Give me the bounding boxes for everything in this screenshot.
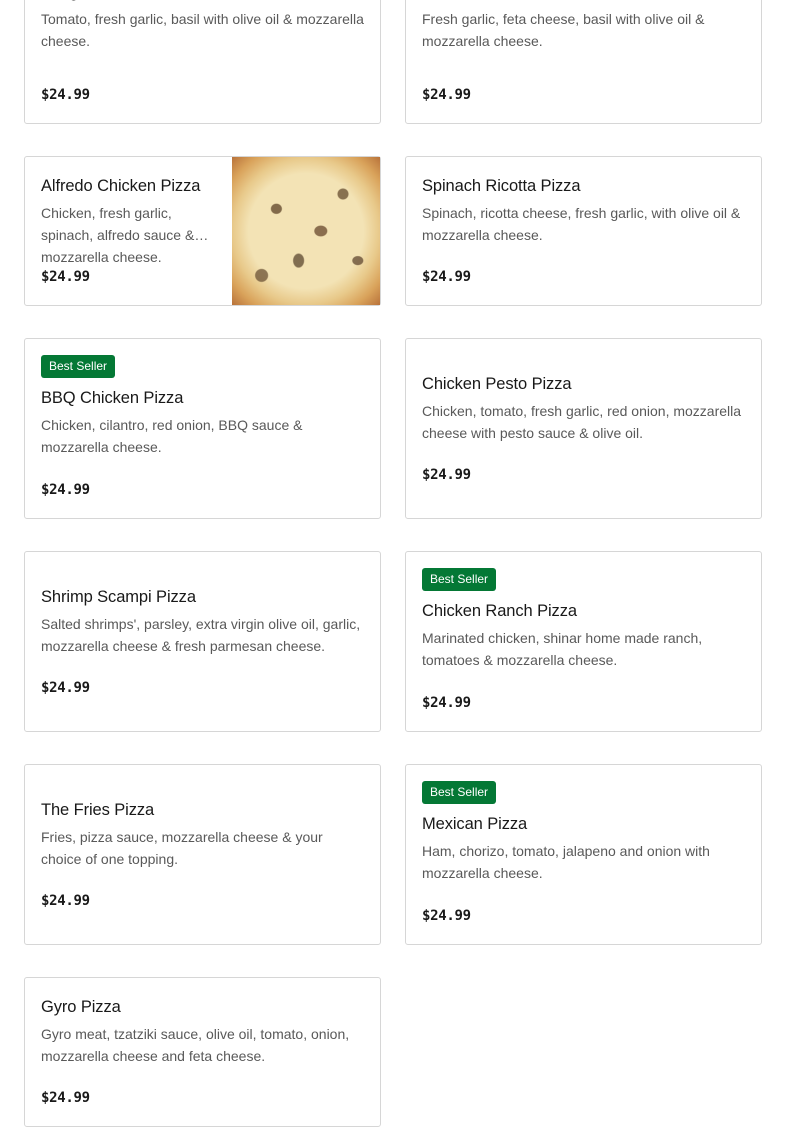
menu-item-card[interactable] [405,551,762,732]
item-price: $24.99 [41,269,90,285]
item-description: Marinated chicken, shinar home made ranch, tomatoes & mozzarella cheese. [422,630,703,668]
item-price: $24.99 [422,908,471,924]
menu-item-card[interactable] [24,0,381,124]
item-title: Alfredo Chicken Pizza [41,177,201,195]
item-description: Chicken, tomato, fresh garlic, red onion, mozzarella cheese with pesto sauce & olive oil. [422,403,742,441]
menu-item-card[interactable] [405,156,762,306]
menu-item-card[interactable] [24,764,381,945]
item-title: BBQ Chicken Pizza [41,389,184,407]
item-price: $24.99 [422,467,471,483]
pizza-photo [232,157,380,305]
item-price: $24.99 [422,695,471,711]
item-title: Shrimp Scampi Pizza [41,588,196,606]
item-description: Gyro meat, tzatziki sauce, olive oil, tomato, onion, mozzarella cheese and feta cheese. [41,1026,350,1064]
item-description: Salted shrimps', parsley, extra virgin olive oil, garlic, mozzarella cheese & fresh parmesan cheese. [41,616,361,654]
item-title: The Fries Pizza [41,801,155,819]
item-description: Chicken, cilantro, red onion, BBQ sauce & mozzarella cheese. [41,417,303,455]
item-title: Spinach Ricotta Pizza [422,177,581,195]
menu-item-card[interactable] [405,338,762,519]
item-price: $24.99 [41,1090,90,1106]
item-price: $24.99 [422,269,471,285]
item-price: $24.99 [41,680,90,696]
menu-item-card[interactable] [405,764,762,945]
best-seller-badge: Best Seller [41,355,115,378]
item-description: Chicken, fresh garlic, spinach, alfredo sauce & mozzarella cheese. [41,205,195,265]
menu-item-card[interactable] [24,977,381,1127]
item-description: Ham, chorizo, tomato, jalapeno and onion with mozzarella cheese. [422,843,710,881]
item-title [41,0,364,3]
best-seller-badge: Best Seller [422,568,496,591]
item-price: $24.99 [41,87,90,103]
item-price: $24.99 [41,482,90,498]
item-title: Mexican Pizza [422,815,528,833]
item-title: Chicken Ranch Pizza [422,602,577,620]
item-description: Fresh garlic, feta cheese, basil with olive oil & mozzarella cheese. [422,11,705,49]
item-description: Tomato, fresh garlic, basil with olive oil & mozzarella cheese. [41,11,364,49]
menu-item-card[interactable] [24,551,381,732]
menu-item-card[interactable] [24,338,381,519]
item-title: Gyro Pizza [41,998,121,1016]
item-description: Spinach, ricotta cheese, fresh garlic, with olive oil & mozzarella cheese. [422,205,741,243]
best-seller-badge: Best Seller [422,781,496,804]
menu-item-card[interactable] [24,156,381,306]
item-price: $24.99 [422,87,471,103]
menu-item-card[interactable] [405,0,762,124]
item-title [422,0,745,3]
item-price: $24.99 [41,893,90,909]
item-title: Chicken Pesto Pizza [422,375,572,393]
item-description: Fries, pizza sauce, mozzarella cheese & your choice of one topping. [41,829,323,867]
